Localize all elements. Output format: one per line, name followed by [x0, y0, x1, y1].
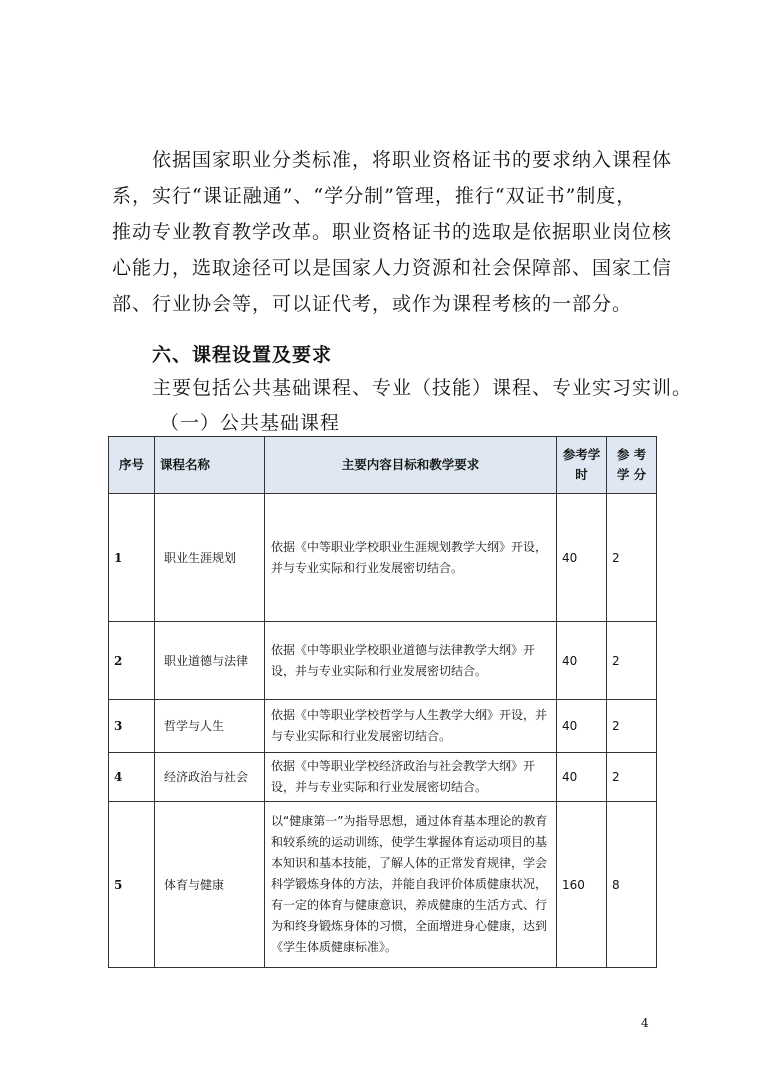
paragraph-line: 心能力，选取途径可以是国家人力资源和社会保障部、国家工信	[112, 257, 673, 279]
header-name: 课程名称	[155, 437, 265, 494]
table-row	[109, 494, 657, 622]
row-content: 以“健康第一”为指导思想，通过体育基本理论的教育和较系统的运动训练，使学生掌握体育运动项目的基本知识和基本技能，了解人体的正常发育规律，学会科学锻炼身体的方法，并能自我评价体质健康状况，有一定的体育与健康意识，养成健康的生活方式、行为和终身锻炼身体的习惯，全面增进身心健康，达到《学生体质健康标准》。	[265, 802, 557, 968]
row-credits: 2	[607, 622, 657, 700]
row-course-name: 经济政治与社会	[155, 753, 265, 802]
table-row	[109, 802, 657, 968]
row-content: 依据《中等职业学校经济政治与社会教学大纲》开设，并与专业实际和行业发展密切结合。	[265, 753, 557, 802]
row-course-name: 体育与健康	[155, 802, 265, 968]
course-table	[108, 436, 657, 968]
row-index: 3	[109, 700, 155, 753]
table-row	[109, 753, 657, 802]
row-course-name: 职业生涯规划	[155, 494, 265, 622]
paragraph-line: 依据国家职业分类标准，将职业资格证书的要求纳入课程体	[152, 149, 673, 171]
row-hours: 160	[557, 802, 607, 968]
row-index: 2	[109, 622, 155, 700]
table-row	[109, 622, 657, 700]
paragraph-line: 部、行业协会等，可以证代考，或作为课程考核的一部分。	[112, 293, 633, 315]
body-paragraph	[112, 142, 673, 322]
row-index: 1	[109, 494, 155, 622]
table-row	[109, 700, 657, 753]
header-credits: 参 考学 分	[607, 437, 657, 494]
row-credits: 2	[607, 494, 657, 622]
row-hours: 40	[557, 622, 607, 700]
row-credits: 2	[607, 753, 657, 802]
row-content: 依据《中等职业学校职业道德与法律教学大纲》开设，并与专业实际和行业发展密切结合。	[265, 622, 557, 700]
header-content: 主要内容目标和教学要求	[265, 437, 557, 494]
row-content: 依据《中等职业学校哲学与人生教学大纲》开设，并与专业实际和行业发展密切结合。	[265, 700, 557, 753]
row-hours: 40	[557, 753, 607, 802]
section-heading: 六、课程设置及要求	[152, 344, 333, 366]
row-course-name: 哲学与人生	[155, 700, 265, 753]
row-credits: 2	[607, 700, 657, 753]
header-index: 序号	[109, 437, 155, 494]
page-number: 4	[641, 1016, 649, 1030]
header-hours: 参考学时	[557, 437, 607, 494]
row-course-name: 职业道德与法律	[155, 622, 265, 700]
subsection-heading: （一）公共基础课程	[160, 412, 341, 434]
row-content: 依据《中等职业学校职业生涯规划教学大纲》开设，并与专业实际和行业发展密切结合。	[265, 494, 557, 622]
paragraph-line: 推动专业教育教学改革。职业资格证书的选取是依据职业岗位核	[112, 221, 673, 243]
row-hours: 40	[557, 700, 607, 753]
row-index: 5	[109, 802, 155, 968]
paragraph-line: 系，实行“课证融通”、“学分制”管理，推行“双证书”制度，	[112, 185, 637, 207]
table-header-row	[109, 437, 657, 494]
section-intro: 主要包括公共基础课程、专业（技能）课程、专业实习实训。	[152, 377, 693, 399]
row-index: 4	[109, 753, 155, 802]
row-hours: 40	[557, 494, 607, 622]
row-credits: 8	[607, 802, 657, 968]
